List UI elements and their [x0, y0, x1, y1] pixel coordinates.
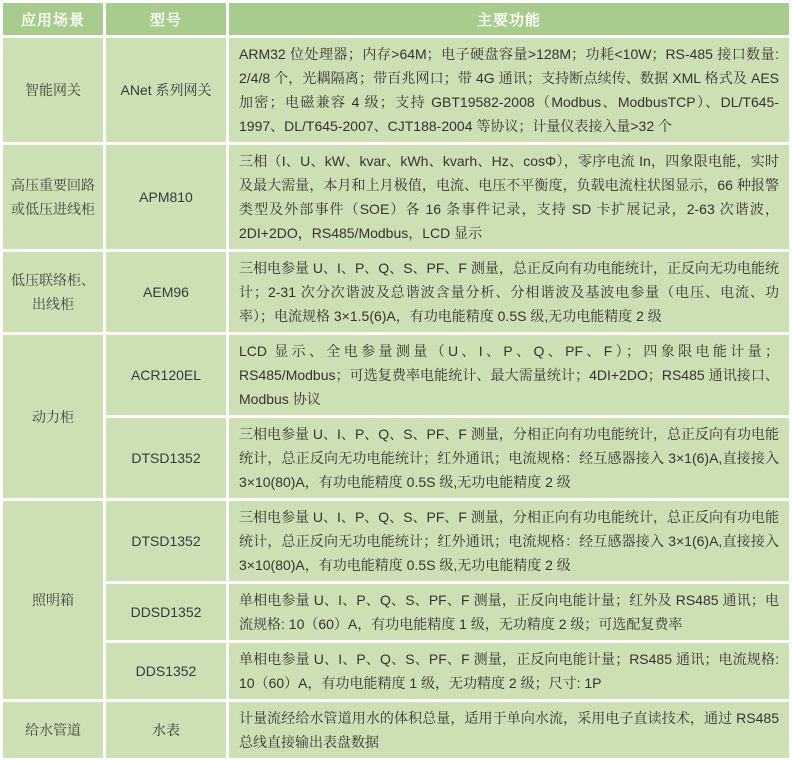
features-cell: 三相电参量 U、I、P、Q、S、PF、F 测量，分相正向有功电能统计，总正反向有功电能统计，总正反向无功电能统计；红外通讯；电流规格：经互感器接入 3×1(6)A,直接接入 3×10(80)A，有功电能精度 0.5S 级,无功电能精度 2 级: [229, 418, 789, 498]
table-row: [3, 584, 789, 640]
scenario-cell: 照明箱: [3, 501, 103, 699]
model-cell: 水表: [106, 702, 226, 758]
scenario-cell: 高压重要回路或低压进线柜: [3, 145, 103, 249]
table-row: [3, 252, 789, 332]
model-cell: DDSD1352: [106, 584, 226, 640]
model-cell: DDS1352: [106, 643, 226, 699]
table-row: [3, 702, 789, 758]
header-model: 型号: [106, 3, 226, 35]
features-cell: 三相电参量 U、I、P、Q、S、PF、F 测量，分相正向有功电能统计，总正反向有功电能统计，总正反向无功电能统计；红外通讯；电流规格：经互感器接入 3×1(6)A,直接接入 3×10(80)A，有功电能精度 0.5S 级,无功电能精度 2 级: [229, 501, 789, 581]
header-scenario: 应用场景: [3, 3, 103, 35]
model-cell: DTSD1352: [106, 501, 226, 581]
scenario-cell: 智能网关: [3, 38, 103, 142]
features-cell: LCD 显示、全电参量测量（U、I、P、Q、PF、F）；四象限电能计量；RS485/Modbus；可选复费率电能统计、最大需量统计；4DI+2DO；RS485 通讯接口、Modbus 协议: [229, 335, 789, 415]
table-row: [3, 418, 789, 498]
features-cell: 单相电参量 U、I、P、Q、S、PF、F 测量，正反向电能计量；RS485 通讯；电流规格: 10（60）A，有功电能精度 1 级，无功精度 2 级；尺寸: 1P: [229, 643, 789, 699]
header-row: [3, 3, 789, 35]
table-row: [3, 501, 789, 581]
model-cell: ANet 系列网关: [106, 38, 226, 142]
header-features: 主要功能: [229, 3, 789, 35]
table-header: [3, 3, 789, 35]
features-cell: 计量流经给水管道用水的体积总量，适用于单向水流，采用电子直读技术，通过 RS485 总线直接输出表盘数据: [229, 702, 789, 758]
model-cell: APM810: [106, 145, 226, 249]
model-cell: AEM96: [106, 252, 226, 332]
features-cell: 三相电参量 U、I、P、Q、S、PF、F 测量，总正反向有功电能统计，正反向无功电能统计；2-31 次分次谐波及总谐波含量分析、分相谐波及基波电参量（电压、电流、功率）；电流规格 3×1.5(6)A，有功电能精度 0.5S 级,无功电能精度 2 级: [229, 252, 789, 332]
scenario-cell: 给水管道: [3, 702, 103, 758]
table-row: [3, 145, 789, 249]
model-cell: DTSD1352: [106, 418, 226, 498]
scenario-cell: 低压联络柜、出线柜: [3, 252, 103, 332]
features-cell: 单相电参量 U、I、P、Q、S、PF、F 测量，正反向电能计量；红外及 RS485 通讯；电流规格: 10（60）A，有功电能精度 1 级，无功精度 2 级；可选配复费率: [229, 584, 789, 640]
table-row: [3, 38, 789, 142]
table-row: [3, 335, 789, 415]
features-cell: 三相（I、U、kW、kvar、kWh、kvarh、Hz、cosΦ），零序电流 In，四象限电能，实时及最大需量，本月和上月极值，电流、电压不平衡度，负载电流柱状图显示，66 种报警类型及外部事件（SOE）各 16 条事件记录，支持 SD 卡扩展记录，2-63 次谐波，2DI+2DO，RS485/Modbus，LCD 显示: [229, 145, 789, 249]
model-cell: ACR120EL: [106, 335, 226, 415]
table-body: [3, 38, 789, 758]
features-cell: ARM32 位处理器；内存>64M；电子硬盘容量>128M；功耗<10W；RS-485 接口数量: 2/4/8 个，光耦隔离；带百兆网口；带 4G 通讯；支持断点续传、数据 XML 格式及 AES 加密；电磁兼容 4 级；支持 GBT19582-2008（Modbus、ModbusTCP）、DL/T645-1997、DL/T645-2007、CJT188-2004 等协议；计量仪表接入量>32 个: [229, 38, 789, 142]
table-row: [3, 643, 789, 699]
scenario-cell: 动力柜: [3, 335, 103, 498]
